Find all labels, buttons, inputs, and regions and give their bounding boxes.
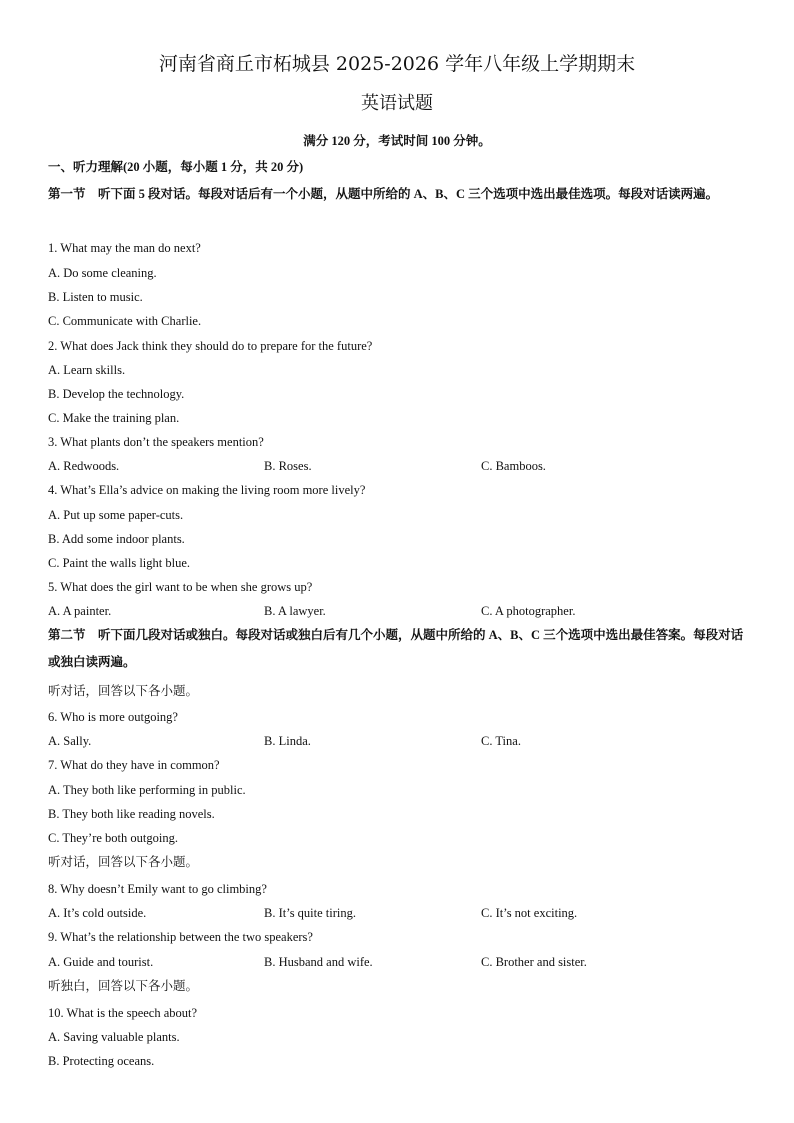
listen-dialogue-note-2: 听对话，回答以下各小题。 (48, 855, 199, 869)
q9-option-a: A. Guide and tourist. (48, 955, 154, 969)
q2-option-b: B. Develop the technology. (48, 387, 185, 401)
q1-option-c: C. Communicate with Charlie. (48, 314, 202, 328)
q2-option-c: C. Make the training plan. (48, 411, 180, 425)
q4-option-b: B. Add some indoor plants. (48, 532, 185, 546)
question-1: 1. What may the man do next? (48, 241, 201, 255)
q7-option-a: A. They both like performing in public. (48, 783, 246, 797)
question-9: 9. What’s the relationship between the two speakers? (48, 930, 313, 944)
q4-option-c: C. Paint the walls light blue. (48, 556, 191, 570)
question-6: 6. Who is more outgoing? (48, 710, 178, 724)
q3-option-a: A. Redwoods. (48, 459, 120, 473)
question-3: 3. What plants don’t the speakers mention? (48, 435, 264, 449)
section2-instructions: 第二节 听下面几段对话或独白。每段对话或独白后有几个小题，从题中所给的 A、B、C 三个选项中选出最佳答案。每段对话或独白读两遍。 (48, 628, 744, 669)
q8-option-a: A. It’s cold outside. (48, 906, 147, 920)
question-7: 7. What do they have in common? (48, 758, 220, 772)
q2-option-a: A. Learn skills. (48, 363, 126, 377)
score-line: 满分 120 分，考试时间 100 分钟。 (303, 134, 491, 148)
exam-subtitle: 英语试题 (361, 93, 433, 114)
q1-option-a: A. Do some cleaning. (48, 266, 157, 280)
q1-option-b: B. Listen to music. (48, 290, 143, 304)
question-8: 8. Why doesn’t Emily want to go climbing? (48, 882, 267, 896)
question-10: 10. What is the speech about? (48, 1006, 198, 1020)
question-5: 5. What does the girl want to be when she grows up? (48, 580, 313, 594)
listen-monologue-note: 听独白，回答以下各小题。 (48, 979, 199, 993)
question-4: 4. What’s Ella’s advice on making the living room more lively? (48, 483, 366, 497)
q6-option-b: B. Linda. (264, 734, 311, 748)
exam-title: 河南省商丘市柘城县 2025-2026 学年八年级上学期期末 (158, 53, 636, 75)
q8-option-b: B. It’s quite tiring. (264, 906, 357, 920)
q3-option-b: B. Roses. (264, 459, 312, 473)
q9-option-b: B. Husband and wife. (264, 955, 373, 969)
q8-option-c: C. It’s not exciting. (481, 906, 578, 920)
q10-option-a: A. Saving valuable plants. (48, 1030, 180, 1044)
q7-option-c: C. They’re both outgoing. (48, 831, 178, 845)
q6-option-c: C. Tina. (481, 734, 521, 748)
section1-instructions: 第一节 听下面 5 段对话。每段对话后有一个小题，从题中所给的 A、B、C 三个选项中选出最佳选项。每段对话读两遍。 (48, 187, 719, 201)
q5-option-a: A. A painter. (48, 604, 112, 618)
q3-option-c: C. Bamboos. (481, 459, 546, 473)
q5-option-b: B. A lawyer. (264, 604, 326, 618)
part1-heading: 一、听力理解(20 小题，每小题 1 分，共 20 分) (48, 160, 304, 174)
q4-option-a: A. Put up some paper-cuts. (48, 508, 184, 522)
listen-dialogue-note-1: 听对话，回答以下各小题。 (48, 684, 199, 698)
q9-option-c: C. Brother and sister. (481, 955, 587, 969)
q7-option-b: B. They both like reading novels. (48, 807, 215, 821)
q10-option-b: B. Protecting oceans. (48, 1054, 155, 1068)
q6-option-a: A. Sally. (48, 734, 92, 748)
question-2: 2. What does Jack think they should do to prepare for the future? (48, 339, 373, 353)
q5-option-c: C. A photographer. (481, 604, 576, 618)
